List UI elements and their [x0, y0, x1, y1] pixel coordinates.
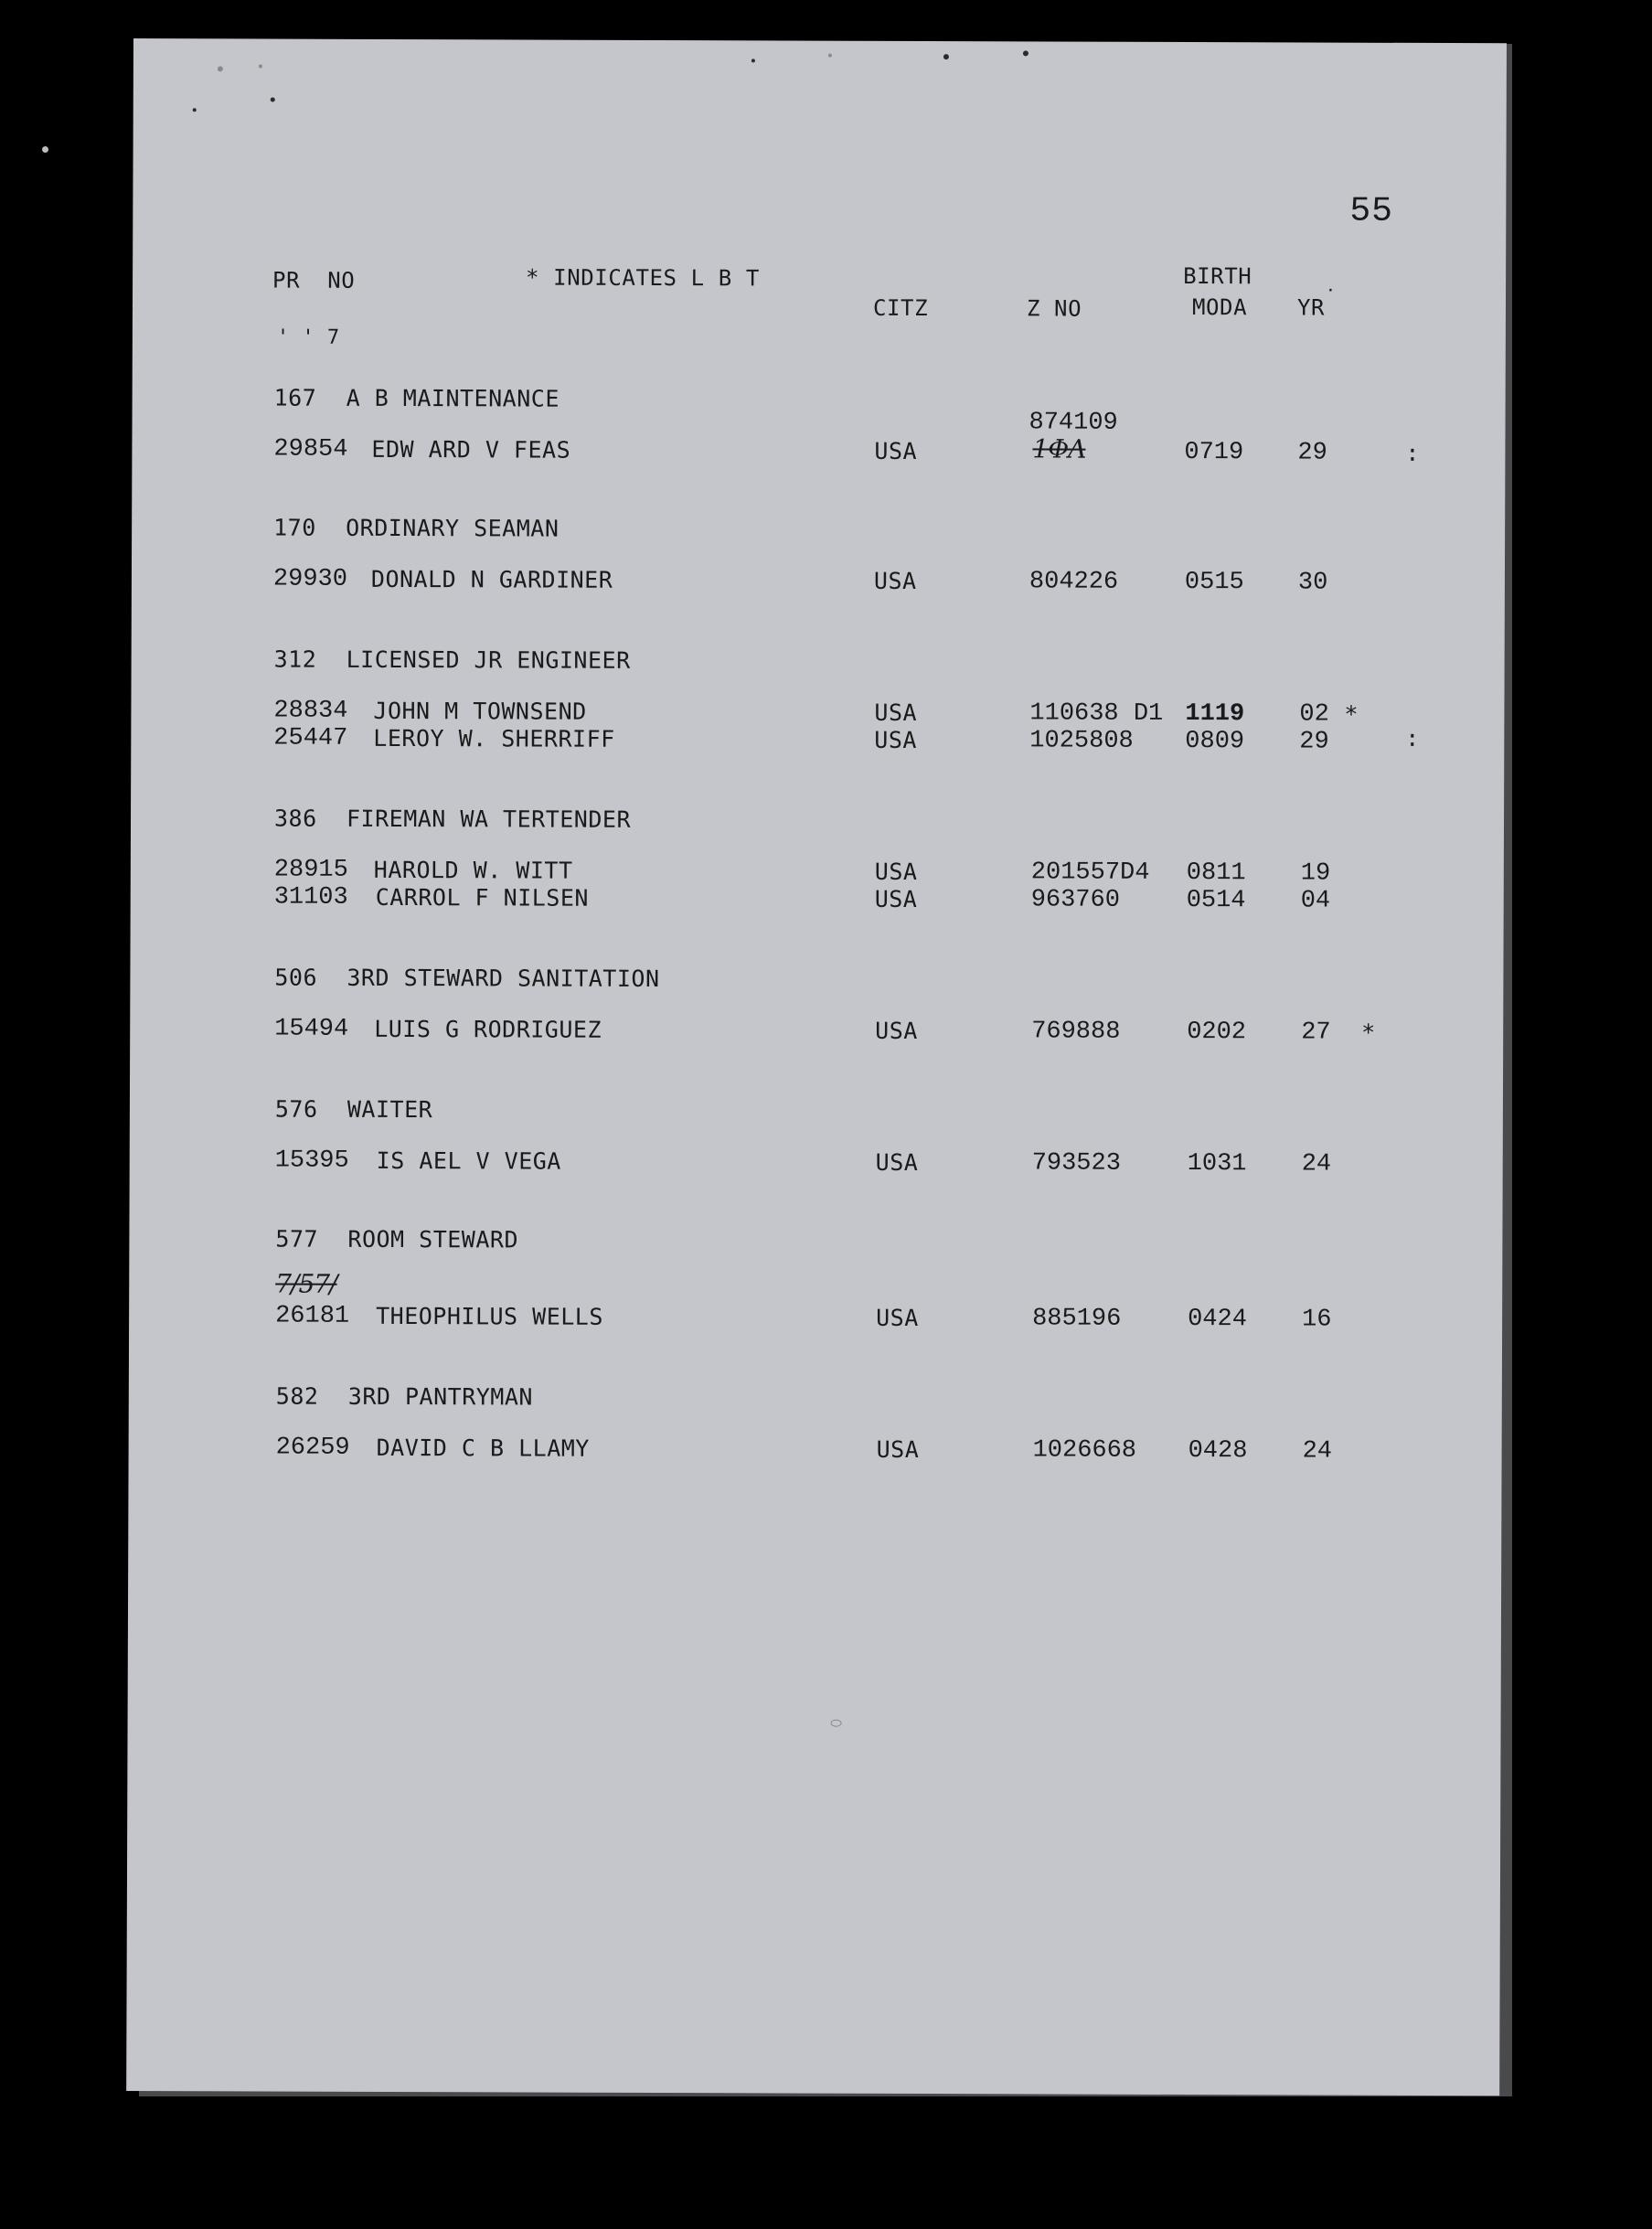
top-scribble: ' ' 7 [276, 325, 340, 349]
row-flag: : [1405, 439, 1421, 466]
header-z-no: Z NO [1026, 295, 1082, 322]
employee-name: IS AEL V VEGA [376, 1146, 561, 1175]
z-no: 769888 [1031, 1018, 1121, 1046]
header-dot: . [1326, 276, 1337, 296]
birth-yr: 02 [1299, 700, 1329, 729]
citizenship: USA [874, 699, 918, 726]
z-no: 201557D4 [1030, 859, 1150, 887]
birth-yr: 16 [1302, 1306, 1332, 1334]
z-no: 1025808 [1029, 727, 1134, 755]
section-code: 167 [273, 384, 317, 411]
dust-speck [193, 108, 197, 112]
handwritten-note: 7/57/ [275, 1268, 337, 1299]
citizenship: USA [874, 858, 918, 885]
birth-moda: 1119 [1185, 700, 1245, 729]
dust-speck [943, 54, 949, 59]
citizenship: USA [874, 726, 918, 753]
birth-moda: 1031 [1187, 1150, 1247, 1178]
section-title: LICENSED JR ENGINEER [346, 645, 631, 674]
employee-name: LUIS G RODRIGUEZ [374, 1015, 602, 1043]
pr-no: 31103 [273, 883, 348, 912]
z-no: 885196 [1032, 1305, 1122, 1333]
section-title: 3RD STEWARD SANITATION [346, 964, 660, 993]
pr-no: 26181 [275, 1302, 350, 1330]
birth-moda: 0515 [1184, 569, 1244, 597]
birth-yr: 30 [1297, 569, 1328, 597]
birth-yr: 24 [1301, 1150, 1332, 1178]
dust-speck [42, 146, 48, 153]
citizenship: USA [873, 567, 917, 594]
z-no: 793523 [1031, 1149, 1121, 1178]
employee-name: LEROY W. SHERRIFF [373, 724, 615, 752]
z-no: 963760 [1030, 886, 1120, 914]
pr-no: 26259 [275, 1434, 350, 1462]
section-title: A B MAINTENANCE [346, 384, 560, 412]
employee-name: HAROLD W. WITT [373, 856, 573, 884]
pr-no: 28834 [273, 697, 348, 725]
header-moda: MODA [1191, 294, 1248, 321]
z-no: 874109 [1029, 409, 1118, 437]
employee-name: CARROL F NILSEN [375, 883, 590, 912]
citizenship: USA [876, 1304, 919, 1332]
dust-speck [271, 98, 275, 102]
birth-moda: 0719 [1184, 439, 1244, 467]
header-citz: CITZ [872, 294, 929, 322]
header-birth: BIRTH [1183, 263, 1252, 290]
z-no: 1026668 [1032, 1436, 1137, 1465]
pr-no: 25447 [273, 724, 348, 752]
section-title: 3RD PANTRYMAN [347, 1382, 534, 1411]
section-code: 582 [275, 1382, 319, 1410]
section-code: 577 [275, 1225, 319, 1253]
employee-name: EDW ARD V FEAS [371, 435, 571, 464]
section-code: 386 [273, 805, 317, 832]
citizenship: USA [875, 1148, 919, 1177]
citizenship: USA [874, 437, 918, 464]
citizenship: USA [876, 1435, 920, 1464]
lbt-flag: * [1361, 1019, 1376, 1046]
dust-speck [218, 66, 223, 71]
lbt-flag: * [1344, 700, 1359, 728]
employee-name: DONALD N GARDINER [370, 565, 613, 593]
section-code: 312 [273, 645, 317, 673]
birth-moda: 0424 [1188, 1306, 1247, 1334]
z-no: 110638 D1 [1029, 699, 1164, 728]
document-page [126, 38, 1507, 2096]
dust-speck [259, 64, 262, 68]
birth-yr: 24 [1302, 1437, 1333, 1466]
citizenship: USA [875, 1017, 918, 1045]
dust-speck [831, 1720, 842, 1727]
page-number: 55 [1349, 191, 1394, 231]
employee-name: JOHN M TOWNSEND [373, 697, 587, 725]
birth-yr: 29 [1297, 439, 1327, 467]
birth-yr: 19 [1300, 859, 1331, 888]
birth-moda: 0428 [1188, 1437, 1248, 1466]
header-lbt-note: * INDICATES L B T [526, 264, 760, 292]
section-title: ORDINARY SEAMAN [346, 514, 560, 542]
employee-name: THEOPHILUS WELLS [376, 1302, 604, 1330]
dust-speck [828, 54, 832, 58]
header-pr-no: PR NO [272, 267, 356, 293]
birth-moda: 0514 [1186, 887, 1246, 915]
pr-no: 29930 [272, 565, 348, 593]
dust-speck [1023, 50, 1029, 56]
pr-no: 15395 [274, 1146, 349, 1175]
z-no: 804226 [1029, 568, 1119, 596]
birth-yr: 04 [1300, 887, 1331, 915]
birth-moda: 0202 [1187, 1019, 1247, 1047]
section-code: 506 [274, 964, 318, 991]
section-title: FIREMAN WA TERTENDER [346, 805, 632, 833]
birth-yr: 29 [1299, 728, 1329, 756]
birth-moda: 0809 [1185, 728, 1245, 756]
birth-moda: 0811 [1186, 859, 1246, 888]
dust-speck [751, 59, 755, 62]
section-code: 170 [273, 514, 316, 541]
employee-name: DAVID C B LLAMY [376, 1434, 590, 1462]
citizenship: USA [874, 885, 918, 912]
handwritten-note: 1ΦΛ [1032, 433, 1086, 464]
pr-no: 28915 [273, 856, 348, 884]
section-title: WAITER [346, 1095, 433, 1124]
section-code: 576 [274, 1095, 318, 1123]
section-title: ROOM STEWARD [347, 1225, 519, 1253]
birth-yr: 27 [1301, 1019, 1331, 1047]
pr-no: 15494 [274, 1015, 349, 1043]
row-flag: : [1405, 724, 1420, 752]
pr-no: 29854 [273, 435, 348, 464]
header-yr: YR [1296, 294, 1326, 321]
